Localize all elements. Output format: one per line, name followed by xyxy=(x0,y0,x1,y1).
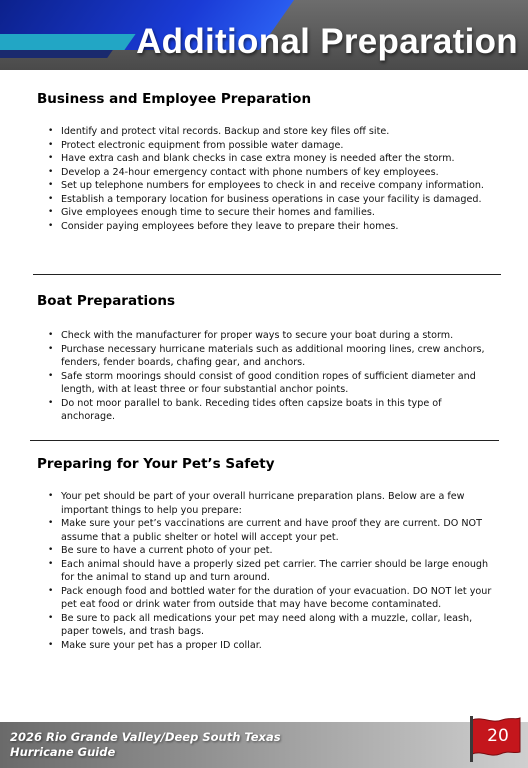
boat-heading: Boat Preparations xyxy=(37,293,176,309)
list-item: • Your pet should be part of your overall hurricane preparation plans. Below are a few important things to help you prepare: xyxy=(48,490,496,517)
page-number: 20 xyxy=(487,726,509,746)
list-item: • Check with the manufacturer for proper ways to secure your boat during a storm. xyxy=(48,329,496,343)
list-item: • Consider paying employees before they leave to prepare their homes. xyxy=(48,220,496,234)
banner-dark-stripe xyxy=(0,50,113,58)
header-banner xyxy=(0,0,528,70)
list-item: • Have extra cash and blank checks in case extra money is needed after the storm. xyxy=(48,152,496,166)
section-divider xyxy=(33,274,501,275)
list-item: • Protect electronic equipment from possible water damage. xyxy=(48,139,496,153)
list-item: • Pack enough food and bottled water for the duration of your evacuation. DO NOT let your pet eat food or drink water from outside that may have become contaminated. xyxy=(48,585,496,612)
footer-line-2: Hurricane Guide xyxy=(10,745,116,759)
list-item: • Develop a 24-hour emergency contact with phone numbers of key employees. xyxy=(48,166,496,180)
list-item: • Be sure to have a current photo of your pet. xyxy=(48,544,496,558)
business-heading: Business and Employee Preparation xyxy=(37,91,312,107)
list-item: • Identify and protect vital records. Backup and store key files off site. xyxy=(48,125,496,139)
footer-bar xyxy=(0,722,528,768)
list-item: • Establish a temporary location for business operations in case your facility is damaged. xyxy=(48,193,496,207)
list-item: • Be sure to pack all medications your pet may need along with a muzzle, collar, leash, paper towels, and trash bags. xyxy=(48,612,496,639)
list-item: • Set up telephone numbers for employees to check in and receive company information. xyxy=(48,179,496,193)
list-item: • Purchase necessary hurricane materials such as additional mooring lines, crew anchors, fenders, fender boards, chafing gear, and anchors. xyxy=(48,343,496,370)
business-list xyxy=(48,125,496,233)
list-item: • Each animal should have a properly sized pet carrier. The carrier should be large enough for the animal to stand up and turn around. xyxy=(48,558,496,585)
list-item: • Do not moor parallel to bank. Receding tides often capsize boats in this type of anchorage. xyxy=(48,397,496,424)
pet-heading: Preparing for Your Pet’s Safety xyxy=(37,456,275,472)
list-item: • Make sure your pet’s vaccinations are current and have proof they are current. DO NOT assume that a public shelter or hotel will accept your pet. xyxy=(48,517,496,544)
boat-list xyxy=(48,329,496,424)
banner-teal-stripe xyxy=(0,34,136,50)
list-item: • Make sure your pet has a proper ID collar. xyxy=(48,639,496,653)
list-item: • Safe storm moorings should consist of good condition ropes of sufficient diameter and length, with at least three or four substantial anchor points. xyxy=(48,370,496,397)
footer-title xyxy=(10,730,310,760)
pet-list xyxy=(48,490,496,652)
section-divider xyxy=(30,440,499,441)
list-item: • Give employees enough time to secure their homes and families. xyxy=(48,206,496,220)
page-title: Additional Preparation xyxy=(136,22,518,61)
footer-line-1: 2026 Rio Grande Valley/Deep South Texas xyxy=(10,730,281,744)
